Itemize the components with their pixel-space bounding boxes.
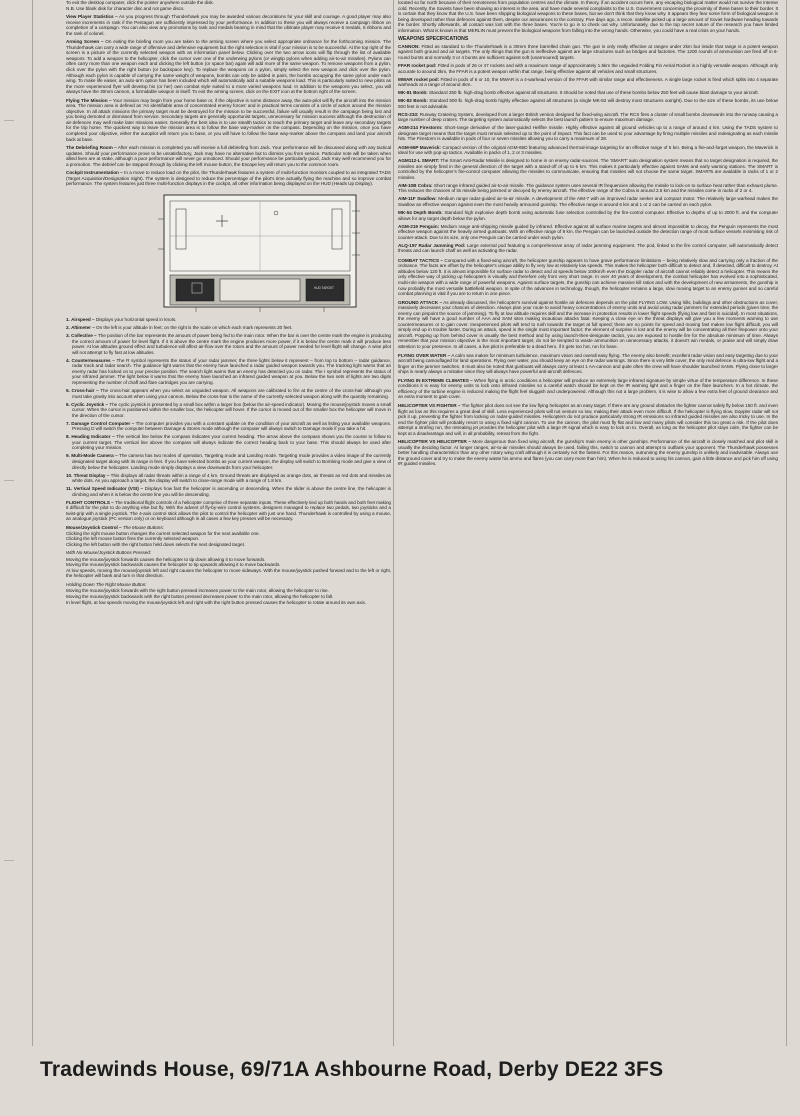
control-line: Clicking the left button with the right button held down selects the next designated target. — [66, 541, 246, 547]
tactics-heading: FLYING OVER WATER – — [398, 352, 451, 358]
tactics-section — [398, 439, 778, 467]
edge-mark — [4, 480, 14, 481]
weapon-name: AGM-214 Firestorm: — [398, 125, 443, 131]
item-text: The cyclic joystick is presented by a small box within a larger box (below the air-speed indicator). Moving the mouse/joystick moves a small cursor. When the cursor is positioned within the smaller box, the helicopter will hover. If the cursor is moved out of the smaller box the helicopter will move in the direction of the cursor. — [72, 401, 391, 418]
tactics-section — [398, 353, 778, 375]
briefing-intro: located so far north because of their remoteness from population centres and the climate. In theory, if an accident occurs here, any escaping biological matter would not survive the intense cold. Recently, the Soviets have been showing an interest in the area, and have made several complaints to the U.S. Government concerning the proximity of these bases to their border. It is certain that they know that the U.S. have been shipping biological weapons to these bases, but we don't think that they know why. It appears they fear some form of biological weapon is being developed rather than defences against them, despite our assurances to the contrary. Five days ago, a recon. satellite picked up a large amount of Soviet hardware heading towards the border. Shortly afterwards, all contact was lost with the three bases. You're to go in to check out why. Unfortunately, due to the top secret nature of the research you have limited information. What is known is that MERLIN must prevent the biological weapons from falling into the wrong hands. Otherwise, you could have a real crisis on your hands. — [398, 0, 778, 33]
weapon-text: Fitted as standard to the Thunderhawk is a 30mm three barrelled chain gun. The gun is only really effective at ranges under 2km but inside that range is a potent weapon against both ground and air targets. The only things that the gun is ineffective against are large structures such as bridges and factories. The 1200 rounds of ammunition are fired off in 6-round bursts and normally 3 or 4 bursts are sufficient against soft (unarmoured) targets. — [398, 43, 778, 60]
control-line: At low speeds, moving the mouse/joystick left and right causes the helicopter to move sideways. With the mouse/joystick pushed forward and to the left or right, the helicopter will bank and turn in that direction. — [66, 567, 391, 579]
item-number: 3. — [66, 333, 70, 339]
weapon-spec — [398, 90, 778, 96]
instrument-item — [66, 453, 391, 470]
edge-mark — [4, 860, 14, 861]
left-column — [66, 0, 391, 1040]
instrument-item — [66, 402, 391, 419]
tactics-heading: HELICOPTER VS FIGHTER – — [398, 402, 461, 408]
tactics-body: A calm sea makes for minimum turbulence, maximum vision and overall easy flying. The enemy also benefit; excellent radar vision and easy targeting due to your aircraft being camouflaged for land operations. Flying over water, you should keep an eye on the radar warnings. Since there is very little cover, the only real defence is ultra-low flight and a finger on the jammer switches. It must also be noted that gunboats will always carry at least 1 AA-cannon and quite often the crew will have shoulder launched SAMs. Flying close to larger ships is nearly always a mistake since they will always have powerful anti-aircraft defences. — [398, 352, 778, 375]
weapon-text: Medium range anti-shipping missile guided by infrared. Effective against all surface marine targets and almost impossible to decoy, the Penguin represents the most effective weapon against the heavily armed gunboats. With an effective range of 8 km, the Penguin can be launched outside the detection range of most surface vessels minimising risk of counter-attack. Due to its size, only one Penguin can be carried under each pylon. — [398, 223, 778, 240]
weapon-spec — [398, 183, 778, 194]
section-body: The traditional flight controls of a helicopter comprise of three separate inputs. These effectively tied up both hands and both feet making it difficult for the pilot to do anything else but fly. With the advent of fly-by-wire control systems, designers managed to replace two pedals, two joysticks and a twist-grip with a single joystick. The 4-axis control stick allows the pilot to control the helicopter with just one hand. Thunderhawk is controlled by using a mouse, an analogue joystick (PC version only) or on keyboard although in all cases a few key presses will be necessary. — [66, 499, 391, 522]
edge-mark — [4, 120, 14, 121]
control-line: Moving the mouse/joystick forwards with the right button pressed increases power to the main rotor, allowing the helicopter to rise. — [66, 588, 329, 594]
item-text: The position of the bar represents the amount of power being fed to the main rotor. When the bar is over the centre mark the engine is producing the correct amount of power for level flight. If it is above the centre mark the engine produces more power, if it is below the centre mark it will produce less power. At low altitudes ground effect and turbulence will affect air-flow over the rotors and the amount of power needed for level flight will change. A wise pilot will not attempt to fly fast at low altitudes. — [72, 333, 391, 355]
section-statistics — [66, 14, 391, 36]
item-text: This displays all radar threats within a range of 4 km. Ground threats are displayed as orange dots, air threats as red dots and missiles as white dots. As you approach a target, the display will switch to close-range mode with a range of 1.8 km. — [72, 472, 391, 484]
tactics-section — [398, 403, 778, 436]
weapon-spec — [398, 63, 778, 74]
item-label: Threat Display – — [73, 472, 110, 478]
section-debriefing — [66, 145, 391, 167]
weapon-text: Large external pod featuring a comprehensive array of radar jamming equipment. The pod, linked to the fire control computer, will automatically detect threats and can launch chaff as well as activating the radar. — [398, 242, 778, 254]
weapon-name: RCS-233: — [398, 111, 419, 117]
item-text: On the left is your altitude in feet; on the right is the scale on which each mark represents 20 feet. — [96, 325, 293, 330]
weapon-text: Standard 500 lb. high-drag bomb highly effective against all structures (a single MK-82 will destroy most structures outright). Due to the size of these bombs, its use below 500 feet is not advisable. — [398, 98, 778, 109]
item-number: 5. — [66, 387, 70, 393]
section-body: In a move to reduce load on the pilot, the Thunderhawk features a system of multi-function monitors coupled to an integrated TADS (Target Acquisition/Designation Sight). The system is designed to reduce the percentage of the pilot's time actually flying the machine and so improve combat performance. The system features just three multi-function displays in the cockpit, all other information being displayed on the HUD (Heads Up Display). — [66, 170, 391, 187]
item-number: 11. — [66, 486, 73, 492]
tactics-heading: HELICOPTER VS HELICOPTER – — [398, 439, 471, 445]
item-text: The camera has two modes of operation, Targeting mode and Landing mode. Targeting mode provides a video image of the currently designated target along with its range in feet. If you have selected bombs as your current weapon, the display will switch to Bombing mode and give a view of directly below the helicopter. Landing mode simply displays a view downwards from your helicopter. — [72, 453, 391, 470]
tactics-body: When flying in arctic conditions a helicopter will produce an extremely large infrared signature by simple virtue of the temperature difference. In these conditions it is easy for enemy units to lock onto infrared missiles so a careful watch should be kept on the IR warning light and a finger on the flare launchers. In a hot climate, the efficiency of the turbine engine is reduced making the flight feel sluggish and underpowered. Although this not a large problem, it is wise to allow a few extra feet of ground clearance and an extra moment to gain cover. — [398, 377, 778, 400]
item-label: Cyclic Joystick – — [71, 401, 109, 407]
item-text: Displays how fast the helicopter is ascending or descending. When the slider is above the centre line, the helicopter is climbing and when it is below the centre line you will be descending. — [72, 486, 391, 497]
control-line: Clicking the left mouse button fires the currently selected weapon. — [66, 536, 200, 542]
instrument-item — [66, 317, 391, 323]
weapon-name: AGM112-L SMART: — [398, 158, 440, 164]
weapon-spec — [398, 224, 778, 241]
instrument-item — [66, 421, 391, 432]
weapon-text: Medium range radar-guided air-to-air missile. A development of the AIM-7 with an improved radar seeker and compact motor. The relatively large warhead makes the Swallow an effective weapon against even the most heavily armoured gunship. The effective range is around 6 km and 1 or 2 can be carried on each pylon. — [398, 196, 778, 207]
weapon-text: Fitted in pods of 26 or 47 rockets and with a maximum range of approximately 1.5km the unguided Folding Fin Aerial Rocket is a highly versatile weapon. Although only accurate to around 2km, the FFAR is a potent weapon within that range, being effective against all vehicles and small structures. — [398, 62, 778, 74]
right-column — [398, 0, 778, 1040]
section-heading: View Player Statistics – — [66, 14, 118, 20]
item-label: Multi-Mode Camera – — [71, 453, 118, 459]
section-flight-controls — [66, 500, 391, 522]
instrument-item — [66, 388, 391, 399]
instrument-item — [66, 325, 391, 331]
fold-line-right — [786, 0, 787, 1046]
intro-line: N.B. Use blank disk for character disc and not game discs. — [66, 5, 185, 11]
instrument-item — [66, 358, 391, 386]
item-number: 7. — [66, 420, 70, 426]
section-body: Your mission may begin from your home base or, if the objective is some distance away, the auto-pilot will fly the aircraft into the mission area. The mission area is defined as 'An identifiable area of concentrated enemy forces' and in practical terms consists of a circle of action around the mission objective. In all attack missions the primary target must be destroyed for the mission to be successful, failure will usually result in the campaign being lost and you being demoted or dismissed from service. Secondary targets are generally opportunist targets, unnecessary for mission success although the destruction of air-defences may well make later missions easier. Generally the best idea is to use stealth tactics to reach the primary target and leave any secondary targets for the trip home. The quickest way to leave the mission area is to follow the base way-marker on the compass. Depending on the mission, once you have completed your objective, either the autopilot will return you to base, or you will have to follow the base way-marker above the compass and land your aircraft back at base. — [66, 97, 391, 142]
cockpit-diagram-graphic — [156, 191, 364, 313]
weapon-text: Short range infrared guided air-to-air missile. The guidance system uses several IR frequencies allowing the missile to lock-on to surface heat rather than exhaust plume. This reduces the chances of its missile being jammed or decoyed by enemy aircraft. The effective range of the Cobra is around 2.5 km and the missiles come in racks of 2 or 4. — [398, 182, 778, 194]
tactics-section — [398, 378, 778, 400]
section-heading: Flying The Mission – — [66, 97, 112, 103]
tactics-body: Compared with a fixed-wing aircraft, the helicopter gunship appears to have grave performance limitations – being relatively slow and carrying only a fraction of the ordnance. The facts are offset by the helicopter's unique ability to fly very low at relatively low speeds. This makes the helicopter both difficult to detect and, if detected, difficult to destroy. At altitudes below 120 ft. it is almost impossible for surface radar to detect and at speeds below 100km/h even the Doppler radar of aircraft cannot reliably detect a helicopter. This means the only effective way of picking up helicopters is visually and therefore only from very short range. In over 40 years of development, the combat helicopter has evolved into a sophisticated, multi-role weapon with a wide range of powerful weapons. Against surface targets, the gunship can achieve massive kill ratios and with the development of new armaments, the gunship is now probably the most versatile battlefield weapon. In spite of the advances in technology, though, the helicopter remains a large, slow moving target to an enemy gunner and so careful combat planning is vital if you are to return in one piece. — [398, 257, 778, 297]
hud-target-label: HUD TARGET — [314, 285, 334, 290]
weapon-spec — [398, 44, 778, 61]
section-cockpit — [66, 170, 391, 187]
weapon-spec — [398, 158, 778, 180]
section-body: As you progress through Thunderhawk you may be awarded various decorations for your skill and courage. A good player may also receive increments in rank if the Pentagon are sufficiently impressed by your performance. In addition to these you will always receive a campaign ribbon on completion of a campaign. You can also view any promotions by rank and medals bearing in mind that the ultimate player may receive 6 medals, 6 ribbons and the rank of colonel. — [66, 14, 391, 36]
weapon-spec — [398, 210, 778, 221]
item-number: 9. — [66, 453, 70, 459]
weapon-text: Fitted in pods of 6 or 10, the MWAR is a 4-warhead version of the FFAR with similar range and effectiveness. A single large rocket is fired which splits into 4 separate warheads at a range of around 4km. — [398, 76, 778, 88]
fold-line-center — [393, 0, 394, 1046]
weapon-name: FFAR rocket pod: — [398, 62, 437, 68]
tactics-body: As already discussed, the helicopter's survival against hostile air defences depends on the pilot FLYING LOW. Using hills, buildings and other obstructions as cover, massively decreases your chances of detection. Always plan your route to avoid heavy concentrations of enemy units and avoid using radar jammers for extended periods (given time, the enemy can pinpoint the source of jamming). To fly at low altitude requires skill and the increase in protection results in lower flight speeds (flying low and fast is suicidal). In most situations, the enemy will have a good number of AAA and SAM sites making incautious attacks fatal. Keeping a close eye on the threat displays will give you a few moments warning to use countermeasures or to gain cover. Inexperienced pilots will tend to rush towards the target at full speed; there are no points for speed and moving fast makes low flight difficult, you will simply end up in trouble faster. During an attack, speed is the single most important factor; the element of surprise is lost and the enemy will be concentrating all their firepower onto your aircraft. Popping up from behind cover is usually the best method and by using launch-then-designate tactics, you are exposed to hostile fire for the absolute minimum of time. Always remember that your mission objective is the most important target, do not be tempted to waste ammunition on unnecessary attacks, it doesn't win medals, or praise and will simply draw attention to your presence. In all cases, a live pilot is preferable to a dead hero, if it gets too hot, run for base. — [398, 299, 778, 350]
section-body: After each mission is completed you will receive a full debriefing from Jack. Your performance will be discussed along with any tactical updates. Should your performance prove to be unsatisfactory, Jack may have no alternative but to dismiss you from service. Particular note will be taken when allied lives are at stake, although a poor performance will never go unnoticed. Should your performance be particularly good, Jack may well recommend you for a promotion. The debrief can be stepped through by clicking the left mouse button, the Escape key will return you to the common room. — [66, 145, 391, 167]
weapon-text: Runway Cratering System, developed from a larger British version designed for fixed-wing aircraft. The RCS fires a cluster of small bombs downwards into the runway causing a large number of deep craters. The targeting system automatically selects the best launch pattern to ensure maximum damage. — [398, 111, 778, 123]
fold-line-left — [32, 0, 33, 1046]
footer-address: Tradewinds House, 69/71A Ashbourne Road, Derby DE22 3FS — [40, 1058, 664, 1081]
weapon-spec — [398, 145, 778, 156]
weapon-name: AIM-10B Cobra: — [398, 182, 433, 188]
control-subheading: With No Mouse/Joystick Buttons Pressed: — [66, 550, 152, 556]
item-text: The R symbol represents the status of your radar jammer, the three lights below it represent – from top to bottom – radar guidance, radar track and radar search. The guidance light warns that the enemy have launched a radar guided weapon towards you. The tracking light warns that an enemy radar has locked on to your precise position. The search light warns that an enemy has detected you on radar. The I symbol represents the status of your infrared jammer. The light below it warns that the enemy have launched an infrared guided weapon at you. Below the two sets of lights are two digits representing the number of chaff and flare cartridges you are carrying. — [72, 357, 391, 385]
section-heading: Cockpit Instrumentation – — [66, 170, 123, 176]
item-number: 4. — [66, 357, 70, 363]
item-label: Collective – — [71, 333, 97, 339]
section-subheading: The Mouse Buttons: — [122, 524, 164, 530]
weapon-spec — [398, 125, 778, 142]
intro-line: To exit the desktop computer, click the pointer anywhere outside the disk. — [66, 0, 214, 5]
section-heading: FLIGHT CONTROLS – — [66, 499, 114, 505]
mouse-control-section — [66, 525, 391, 605]
weapon-text: Standard high explosive depth bomb using automatic fuse selection controlled by the fire-control computer. Effective to depths of up to 2000 ft. and the computer allows for any target depth below the pylon. — [398, 210, 778, 221]
instrument-item — [66, 434, 391, 451]
item-label: Vertical Speed Indicator (VSI) – — [73, 486, 143, 492]
weapon-name: MWAR rocket pod: — [398, 76, 440, 82]
item-label: Heading Indicator – — [71, 434, 115, 440]
item-label: Cross-hair – — [71, 387, 99, 393]
tactics-body: The fighter pilot does not see the low flying helicopter as an easy target. If there are any ground obstacles the fighter cannot safely fly below 150 ft. and even flight as low as this requires a great deal of skill. Less experienced pilots will not venture so low, making their attack even more difficult. If the helicopter is flying slow, Doppler radar will not pick it up, preventing the fighter from locking on radar-guided missiles. Helicopters do not produce particularly strong IR emissions so infrared guided missiles are also tricky to use. In the end the fighter pilot will probably resort to using a fixed sight cannon. To use the cannon, the pilot must fly flat and low and many pilots will consider this too great a risk. If the pilot does attempt a strafing run, the retreating jet provides the helicopter pilot with a large IR signal which is easy to lock on to. Overall, as long as the helicopter pilot stays calm, the fighter can be kept at a disadvantage and will, in all probability, retreat from the fight. — [398, 402, 778, 436]
weapon-name: AGM-219 Penguin: — [398, 223, 440, 229]
weapon-spec — [398, 112, 778, 123]
tactics-section — [398, 300, 778, 350]
item-label: Airspeed – — [71, 316, 95, 322]
cockpit-diagram — [156, 191, 364, 313]
weapon-name: AGM-65P Maverick: — [398, 144, 441, 150]
instrument-item — [66, 333, 391, 355]
weapon-name: MK-54 Depth Bomb: — [398, 210, 443, 215]
control-line: In level flight, at low speeds moving the mouse/joystick left and right with the right button pressed causes the helicopter to rotate around its own axis. — [66, 599, 367, 605]
weapons-heading: WEAPONS SPECIFICATIONS — [398, 36, 469, 43]
item-text: Displays your horizontal speed in knots. — [95, 316, 177, 322]
item-number: 2. — [66, 325, 70, 330]
section-flying — [66, 98, 391, 142]
weapon-name: CANNON: — [398, 43, 420, 49]
control-line: Moving the mouse/joystick backwards causes the helicopter to tip upwards allowing it to move backwards. — [66, 562, 281, 568]
control-line: Moving the mouse/joystick backwards with the right button pressed decreases power to the main rotor, allowing the helicopter to fall. — [66, 593, 334, 599]
item-number: 1. — [66, 316, 70, 322]
weapon-name: ALQ-197 Radar Jamming Pod: — [398, 242, 466, 248]
item-number: 8. — [66, 434, 70, 440]
item-text: The cross-hair appears when you select an unguided weapon. All weapons are calibrated to fire at the centre of the cross-hair although you must take gravity into account when using your cannon. Below the cross-hair is the name of the currently selected weapon along with the quantity remaining. — [72, 387, 391, 399]
weapon-name: AIM-11F Swallow: — [398, 196, 437, 202]
weapon-text: The Smart Anti-Radar Missile is designed to home in on enemy radar-sources. The 'SMART' auto designation system means that no target designation is required, the missiles are simply fired in the general direction of the target with a stand-off of up to 6 km. This makes it particularly effective against SAMs and early warning stations. The SMART is controlled by the helicopter's fire-control computer allowing the missiles to communicate, ensuring that missiles will not choose the same target. SMARTs are available in racks of 1 or 2 missiles. — [398, 158, 778, 180]
weapon-name: MK-82 Bomb: — [398, 98, 428, 104]
item-number: 6. — [66, 401, 70, 407]
section-body: On exiting the briefing room you are taken to the arming screen where you select appropriate ordnance for the forthcoming mission. The Thunderhawk can carry a wide range of offensive and defensive equipment but the right selection is vital if your mission is to be successful. At the top right of the screen is a picture of the currently selected weapon with an information panel below. Clicking over the two arrow icons will flip through the list of available weapons. To add a weapon to the helicopter, click the cursor over one of the underwing pylons (or wingtip pylons when adding air-to-air missiles). Pylons can often carry more than one weapon each and clicking the left button (or space bar) again will add more of the same weapon. To remove weapons from a pylon, click over the pylon with the right button (or backspace key). To replace the weapons on a pylon, simply select the new weapon and click over the pylon. Although each pylon is capable of carrying the same weight of weapons, bombs can only be added in pairs, the bombs occupying the same pylon under each wing. To make life easier, an auto-arm option has been included which will automatically add a suitable weapons load. This is particularly suited to new pilots as the more experienced flyer will develop his (or her) own combat style suited to a more varied weapons load. In addition to the weapons you select, you will always have the 30mm cannon, a formidable weapon in itself. To exit the arming screen, click on the EXIT icon at the bottom right of the screen. — [66, 39, 391, 95]
weapon-text: Standard 250 lb. high-drag bomb effective against all structures. It should be noted that use of these bombs below 250 feet will cause blast damage to your aircraft. — [428, 90, 759, 96]
item-text: The computer provides you with a constant update on the condition of your aircraft as well as listing your available weapons. Pressing D will switch the computer between Damage & Stores mode although the computer will always switch to Damage mode if you take a hit. — [72, 420, 391, 432]
tactics-section — [398, 258, 778, 297]
section-heading: Arming Screen – — [66, 39, 104, 45]
control-subheading: Holding Down The Right Mouse Button: — [66, 581, 147, 587]
section-arming — [66, 39, 391, 94]
instrument-item — [66, 473, 391, 484]
tactics-heading: GROUND ATTACK – — [398, 299, 442, 305]
item-label: Countermeasures – — [71, 357, 115, 363]
item-number: 10. — [66, 472, 73, 478]
weapon-text: Compact version of the original AGM-65D featuring advanced thermal-image targeting for an effective range of 5 km. Being a fire-and-forget weapon, the Maverick is ideal for use with pop-up tactics. Available in packs of 1, 2 or 3 missiles. — [398, 144, 778, 156]
control-line: Moving the mouse/joystick forwards causes the helicopter to tip down allowing it to move forwards. — [66, 556, 266, 562]
tactics-heading: COMBAT TACTICS – — [398, 257, 443, 263]
item-label: Damage Control Computer – — [71, 420, 135, 426]
weapon-spec — [398, 77, 778, 88]
item-text: The vertical line below the compass indicates your current heading. The arrow above the compass shows you the course to follow to your current target. The vertical line above the compass will always indicate the correct heading back to your base. This should always be used after completing your mission. — [72, 434, 391, 451]
weapon-spec — [398, 98, 778, 109]
section-heading: Mouse/Joystick Control – — [66, 524, 122, 530]
tactics-body: More dangerous than fixed wing aircraft, the gunship's main enemy is other gunships. Performance of the aircraft is closely matched and pilot skill is usually the deciding factor. At longer ranges, air-to-air missiles should always be used, failing this, switch to cannon and attempt to outflank your opponent. The Thunderhawk possesses better handling characteristics than any other rotary wing craft although it is certainly not the fastest. For this reason, outrunning the enemy gunship is unlikely and inadvisable. Always use the ground cover and try to make the enemy waste his ammo and flares (you can carry more than him). When he is reduced to using his cannon, gain a little distance and pick him off using IR guided missiles. — [398, 439, 778, 467]
instrument-item — [66, 486, 391, 497]
weapon-text: Short-range derivative of the laser-guided Hellfire missile. Highly effective against all ground vehicles up to a range of around 4 km. Using the TADS system to designate target means that the target must remain selected up to the point of impact. This fact can be used to your advantage by firing multiple missiles and redesignating as each missile hits. The Firestorm is available in pods of four or seven missiles allowing you to carry a maximum of 28. — [398, 125, 778, 142]
item-label: Altimeter – — [71, 325, 95, 330]
tactics-heading: FLYING IN EXTREME CLIMATES – — [398, 377, 473, 383]
weapon-name: MK-81 Bomb: — [398, 90, 428, 96]
weapon-spec — [398, 243, 778, 254]
weapon-spec — [398, 196, 778, 207]
control-line: Clicking the right mouse button changes the current selected weapon for the next available one. — [66, 530, 260, 536]
section-heading: The Debriefing Room – — [66, 145, 117, 151]
